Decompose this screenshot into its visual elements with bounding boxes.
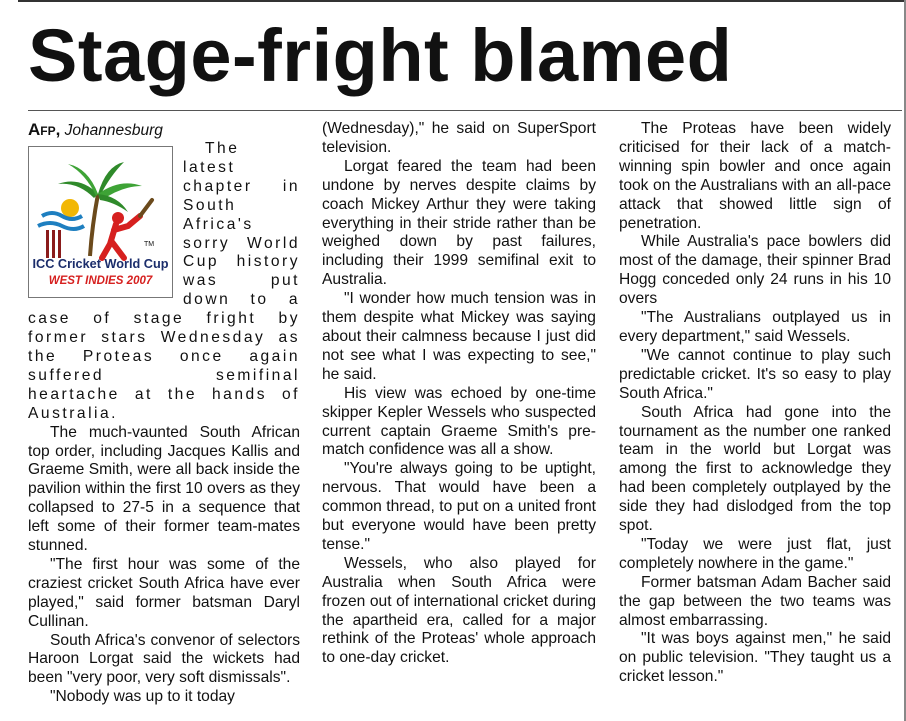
logo-title: ICC Cricket World Cup: [32, 256, 169, 271]
paragraph: "The Australians outplayed us in every department," said Wessels.: [619, 309, 891, 345]
paragraph: The much-vaunted South African top order, including Jacques Kallis and Graeme Smith, were all back inside the pavilion within the first 10 overs as they collapsed to 27-5 in a sequence that left some of their former team-mates stunned.: [28, 423, 300, 555]
world-cup-logo-image: [28, 146, 173, 298]
logo-tm: TM: [144, 241, 155, 248]
byline-location: Johannesburg: [64, 122, 163, 139]
paragraph: "It was boys against men," he said on public television. "They taught us a cricket lesson.": [619, 630, 891, 686]
logo-subtitle: WEST INDIES 2007: [48, 275, 153, 287]
paragraph: South Africa had gone into the tournament as the number one ranked team in the world but Lorgat was among the first to acknowledge they had been completely outplayed by the side they had dislodged from the top spot.: [619, 403, 891, 535]
paragraph: "You're always going to be uptight, nervous. That would have been a common thread, to put on a united front but everyone would have been pretty tense.": [322, 460, 596, 553]
paragraph: Wessels, who also played for Australia when South Africa were frozen out of international cricket during the apartheid era, called for a major rethink of the Proteas' whole approach to one-day cricket.: [322, 554, 596, 667]
paragraph: South Africa's convenor of selectors Haroon Lorgat said the wickets had been "very poor, very soft dismissals".: [28, 631, 300, 687]
paragraph: The latest chapter in South Africa's sorry World Cup history was put down to a case of stage fright by former stars Wednesday as the Proteas once again suffered semifinal heartache at the hands of Australia.: [28, 140, 300, 422]
paragraph: "Today we were just flat, just completely nowhere in the game.": [619, 535, 891, 572]
paragraph: The Proteas have been widely criticised for their lack of a match-winning spin bowler and once again took on the Australians with an all-pace attack that showed little sign of penetration.: [619, 120, 891, 232]
article-column-2: [322, 120, 596, 668]
paragraph: "I wonder how much tension was in them despite what Mickey was saying about their calmness because I just did not see what I was expecting to see," he said.: [322, 290, 596, 383]
paragraph: (Wednesday)," he said on SuperSport television.: [322, 120, 596, 156]
top-rule: [18, 0, 906, 2]
article-column-1: [28, 120, 300, 707]
paragraph: "Nobody was up to it today: [50, 688, 235, 706]
headline: Stage-fright blamed: [28, 14, 733, 97]
paragraph: His view was echoed by one-time skipper Kepler Wessels who suspected current captain Graeme Smith's pre-match confidence was all a show.: [322, 384, 596, 459]
paragraph: While Australia's pace bowlers did most of the damage, their spinner Brad Hogg conceded only 24 runs in his 10 overs: [619, 233, 891, 308]
paragraph: "We cannot continue to play such predictable cricket. It's so easy to play South Africa.": [619, 346, 891, 402]
byline: [28, 120, 300, 140]
paragraph: Former batsman Adam Bacher said the gap between the two teams was almost embarrassing.: [619, 573, 891, 629]
paragraph: "The first hour was some of the craziest cricket South Africa have ever played," said former batsman Daryl Cullinan.: [28, 555, 300, 630]
paragraph: Lorgat feared the team had been undone by nerves despite claims by coach Mickey Arthur they were taking everything in their stride rather than be weighed down by past failures, including their 1999 semifinal exit to Australia.: [322, 157, 596, 289]
article-column-3: [619, 120, 891, 687]
headline-rule: [28, 110, 902, 111]
byline-agency: Afp,: [28, 120, 61, 139]
